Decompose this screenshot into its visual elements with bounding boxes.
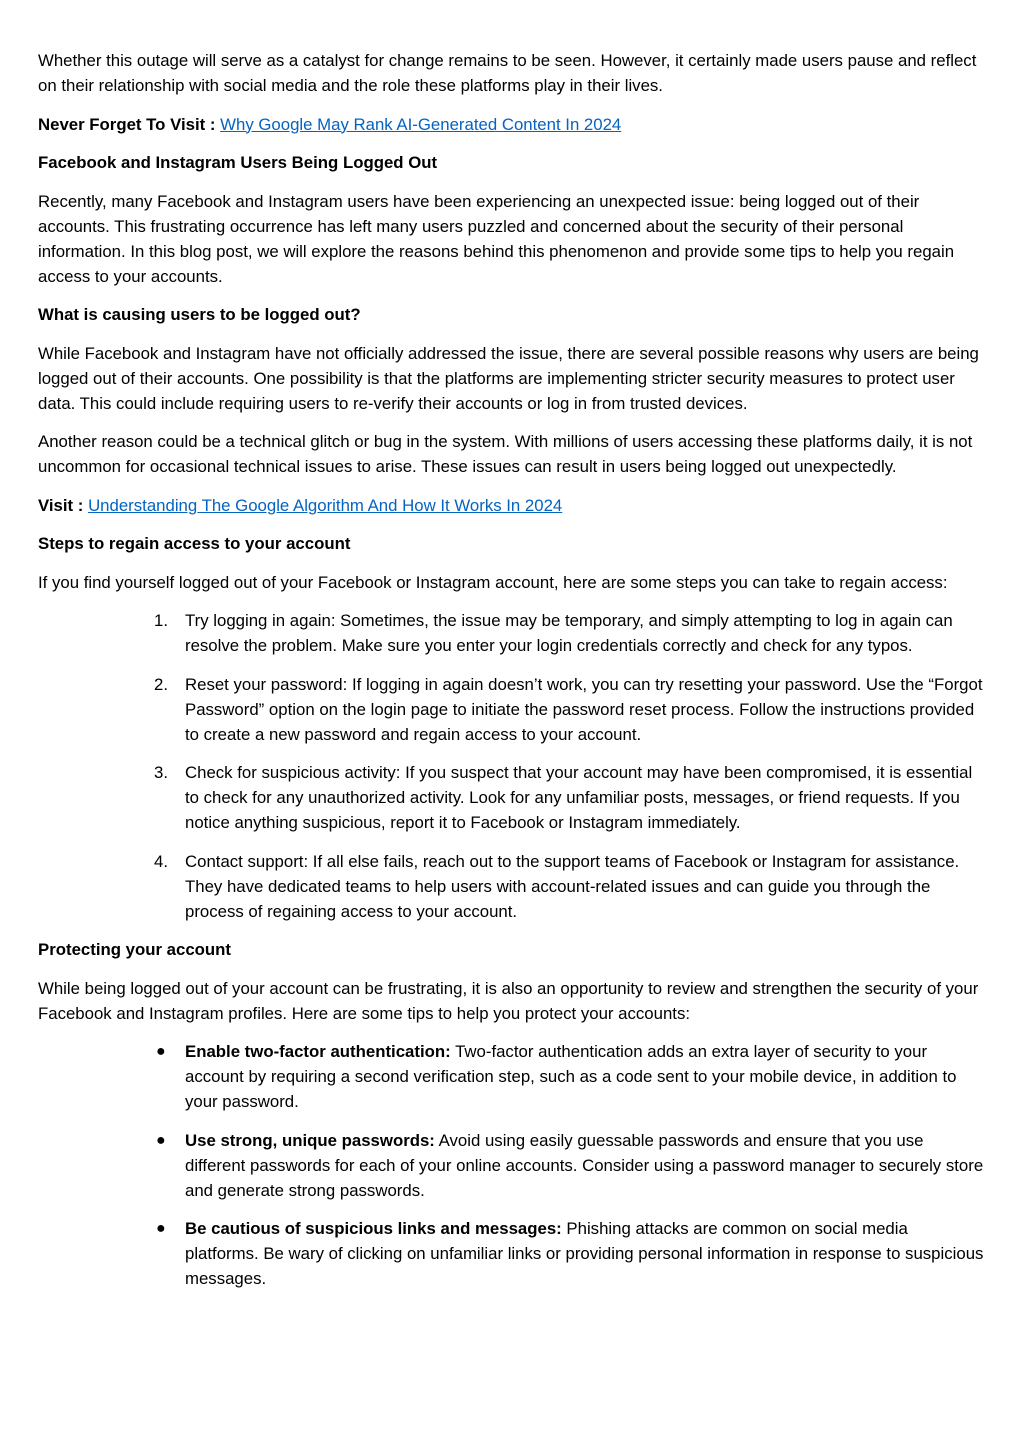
- list-number: 1.: [154, 611, 168, 630]
- tip-title: Enable two-factor authentication:: [185, 1042, 451, 1061]
- tip-title: Use strong, unique passwords:: [185, 1130, 435, 1150]
- tip-title: Be cautious of suspicious links and messages:: [185, 1219, 562, 1238]
- list-number: 3.: [154, 763, 168, 782]
- section-heading-protecting: Protecting your account: [38, 940, 232, 959]
- link-line-2: [38, 493, 986, 518]
- list-number: 2.: [154, 674, 168, 694]
- bullet-icon: ●: [156, 1131, 166, 1149]
- list-number: 4.: [154, 851, 168, 871]
- bullet-icon: ●: [156, 1220, 166, 1237]
- article-link-google-algorithm[interactable]: Understanding The Google Algorithm And How It Works In 2024: [88, 495, 563, 515]
- intro-paragraph: Whether this outage will serve as a catalyst for change remains to be seen. However, it certainly made users pause and reflect on their relationship with social media and the role these platforms play in their lives.: [38, 51, 977, 95]
- link-label-2: Visit :: [38, 495, 84, 515]
- section-heading-logged-out: Facebook and Instagram Users Being Logged Out: [38, 153, 438, 172]
- document-page: [38, 48, 986, 1305]
- list-item: [38, 608, 986, 658]
- list-item: [38, 672, 986, 747]
- section3-paragraph: If you find yourself logged out of your Facebook or Instagram account, here are some steps you can take to regain access:: [38, 572, 948, 592]
- section1-paragraph: Recently, many Facebook and Instagram users have been experiencing an unexpected issue: being logged out of their accounts. This frustrating occurrence has left many users puzzled and concerned about the security of their personal information. In this blog post, we will explore the reasons behind this phenomenon and provide some tips to help you regain access to your accounts.: [38, 191, 955, 286]
- list-item: [38, 1039, 986, 1114]
- list-item-text: Try logging in again: Sometimes, the issue may be temporary, and simply attempting to log in again can resolve the problem. Make sure you enter your login credentials correctly and check for any typos.: [185, 611, 953, 655]
- tip-text: Phishing attacks are common on social media platforms. Be wary of clicking on unfamiliar links or providing personal information in response to suspicious messages.: [185, 1219, 984, 1288]
- tip-text: Two-factor authentication adds an extra layer of security to your account by requiring a second verification step, such as a code sent to your mobile device, in addition to your password.: [185, 1042, 957, 1111]
- list-item: [38, 1128, 986, 1203]
- link-line-1: [38, 112, 986, 137]
- section2-paragraph-2: Another reason could be a technical glitch or bug in the system. With millions of users accessing these platforms daily, it is not uncommon for occasional technical issues to arise. These issues can result in users being logged out unexpectedly.: [38, 432, 973, 476]
- list-item-text: Reset your password: If logging in again doesn’t work, you can try resetting your password. Use the “Forgot Password” option on the login page to initiate the password reset process. Follow the instructions provided to create a new password and regain access to your account.: [185, 674, 983, 744]
- section-heading-steps: Steps to regain access to your account: [38, 534, 351, 553]
- section4-paragraph: While being logged out of your account can be frustrating, it is also an opportunity to review and strengthen the security of your Facebook and Instagram profiles. Here are some tips to help you protect your accounts:: [38, 978, 979, 1023]
- link-label-1: Never Forget To Visit :: [38, 114, 216, 134]
- section2-paragraph-1: While Facebook and Instagram have not officially addressed the issue, there are several possible reasons why users are being logged out of their accounts. One possibility is that the platforms are implementing stricter security measures to protect user data. This could include requiring users to re-verify their accounts or log in from trusted devices.: [38, 343, 979, 413]
- section-heading-causes: What is causing users to be logged out?: [38, 305, 361, 324]
- list-item: [38, 849, 986, 924]
- list-item: [38, 760, 986, 835]
- steps-list: [38, 608, 986, 924]
- list-item-text: Contact support: If all else fails, reach out to the support teams of Facebook or Instagram for assistance. They have dedicated teams to help users with account-related issues and can guide you through the process of regaining access to your account.: [185, 851, 960, 921]
- tip-text: Avoid using easily guessable passwords and ensure that you use different passwords for each of your online accounts. Consider using a password manager to securely store and generate strong passwords.: [185, 1130, 984, 1200]
- tips-list: [38, 1039, 986, 1291]
- list-item: [38, 1216, 986, 1291]
- list-item-text: Check for suspicious activity: If you suspect that your account may have been compromised, it is essential to check for any unauthorized activity. Look for any unfamiliar posts, messages, or friend requests. If you notice anything suspicious, report it to Facebook or Instagram immediately.: [185, 763, 973, 832]
- article-link-google-ai-content[interactable]: Why Google May Rank AI-Generated Content In 2024: [220, 114, 622, 134]
- bullet-icon: ●: [156, 1043, 166, 1060]
